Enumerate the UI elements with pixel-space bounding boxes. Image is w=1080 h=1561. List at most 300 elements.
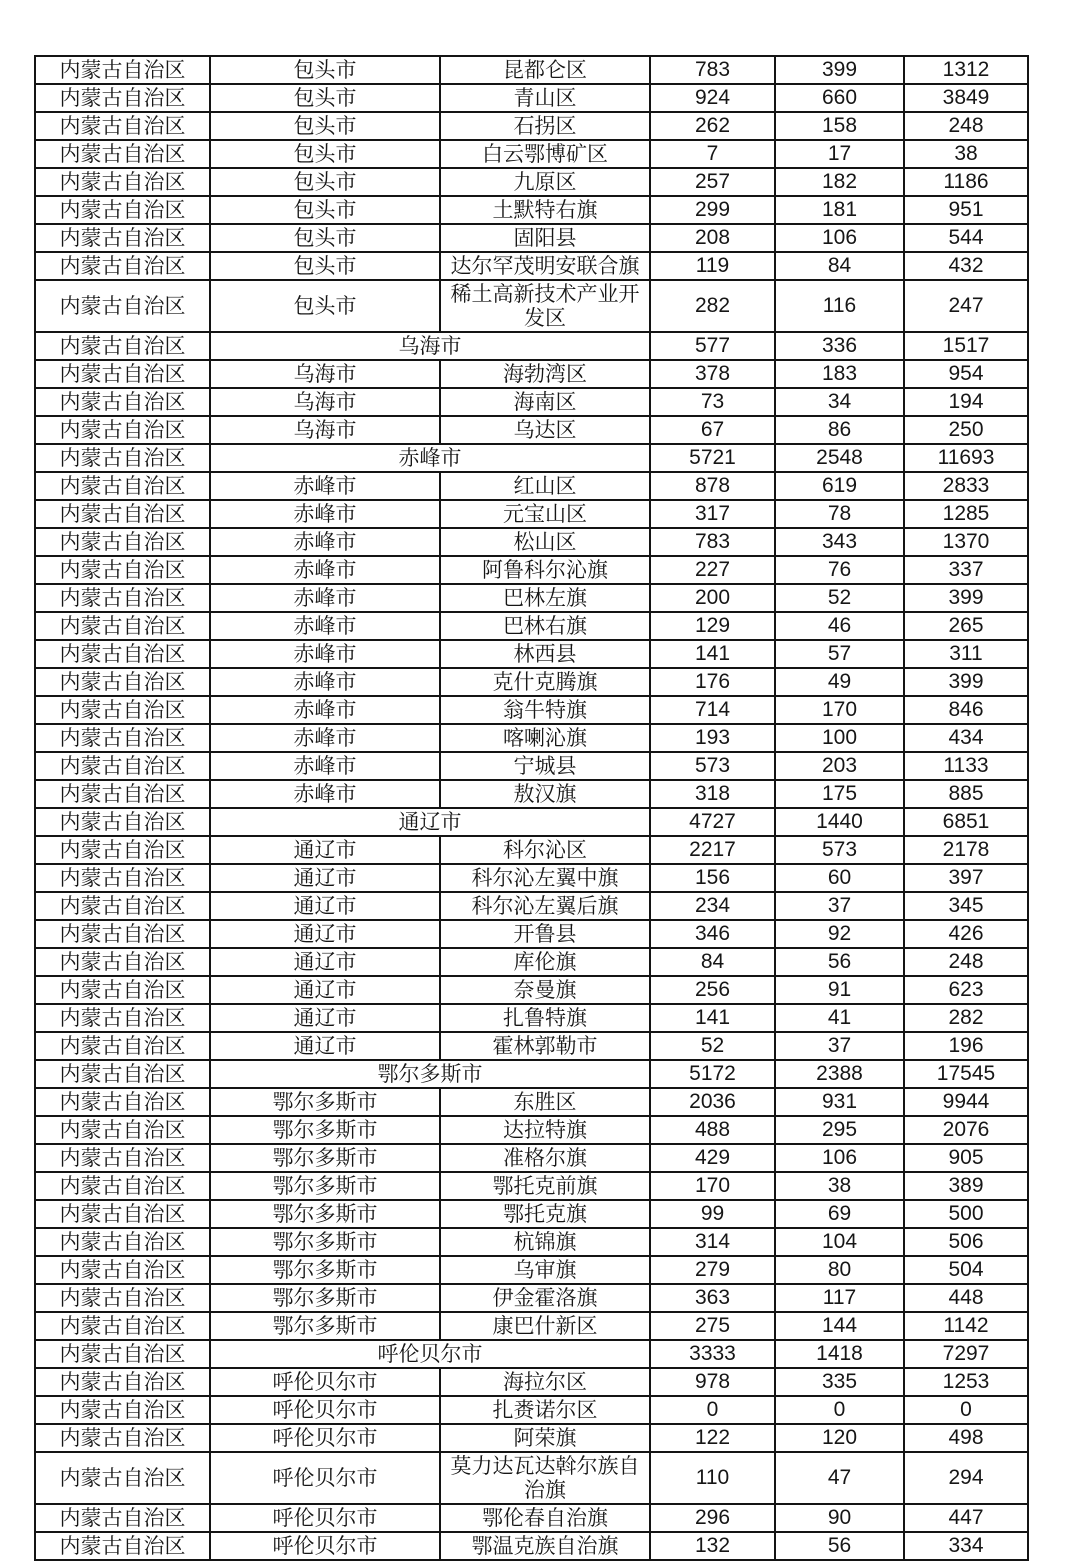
table-row [35, 976, 1028, 1004]
cell-city: 赤峰市 [210, 612, 440, 640]
cell-city: 鄂尔多斯市 [210, 1144, 440, 1172]
cell-value: 504 [904, 1256, 1028, 1284]
cell-value: 1440 [775, 808, 904, 836]
cell-value: 299 [650, 196, 775, 224]
cell-district: 奈曼旗 [440, 976, 650, 1004]
cell-value: 227 [650, 556, 775, 584]
table-row [35, 1532, 1028, 1560]
table-row [35, 416, 1028, 444]
cell-value: 378 [650, 360, 775, 388]
cell-value: 506 [904, 1228, 1028, 1256]
cell-value: 247 [904, 280, 1028, 332]
table-row [35, 112, 1028, 140]
cell-value: 397 [904, 864, 1028, 892]
cell-district: 青山区 [440, 84, 650, 112]
cell-district: 达拉特旗 [440, 1116, 650, 1144]
cell-city: 鄂尔多斯市 [210, 1172, 440, 1200]
cell-value: 1142 [904, 1312, 1028, 1340]
cell-district: 杭锦旗 [440, 1228, 650, 1256]
table-row [35, 612, 1028, 640]
table-row [35, 1200, 1028, 1228]
cell-value: 100 [775, 724, 904, 752]
cell-city: 鄂尔多斯市 [210, 1256, 440, 1284]
table-row [35, 280, 1028, 332]
table-row [35, 724, 1028, 752]
cell-city: 鄂尔多斯市 [210, 1228, 440, 1256]
cell-province: 内蒙古自治区 [35, 976, 210, 1004]
cell-district: 翁牛特旗 [440, 696, 650, 724]
cell-city: 通辽市 [210, 920, 440, 948]
cell-city: 呼伦贝尔市 [210, 1452, 440, 1504]
cell-province: 内蒙古自治区 [35, 1504, 210, 1532]
cell-city: 呼伦贝尔市 [210, 1368, 440, 1396]
cell-value: 279 [650, 1256, 775, 1284]
cell-value: 1370 [904, 528, 1028, 556]
cell-province: 内蒙古自治区 [35, 640, 210, 668]
cell-value: 399 [904, 584, 1028, 612]
cell-value: 265 [904, 612, 1028, 640]
cell-city: 包头市 [210, 280, 440, 332]
cell-city-summary: 鄂尔多斯市 [210, 1060, 650, 1088]
cell-city: 赤峰市 [210, 668, 440, 696]
cell-district: 东胜区 [440, 1088, 650, 1116]
cell-value: 389 [904, 1172, 1028, 1200]
table-row [35, 1172, 1028, 1200]
table-row [35, 920, 1028, 948]
cell-city: 通辽市 [210, 1004, 440, 1032]
table-row [35, 1060, 1028, 1088]
cell-value: 120 [775, 1424, 904, 1452]
cell-value: 106 [775, 224, 904, 252]
cell-value: 1517 [904, 332, 1028, 360]
table-row [35, 528, 1028, 556]
cell-city: 乌海市 [210, 416, 440, 444]
cell-value: 2833 [904, 472, 1028, 500]
cell-district: 科尔沁区 [440, 836, 650, 864]
table-row [35, 1396, 1028, 1424]
cell-province: 内蒙古自治区 [35, 556, 210, 584]
cell-district: 稀土高新技术产业开发区 [440, 280, 650, 332]
cell-value: 0 [904, 1396, 1028, 1424]
cell-district: 阿荣旗 [440, 1424, 650, 1452]
cell-province: 内蒙古自治区 [35, 864, 210, 892]
cell-value: 156 [650, 864, 775, 892]
cell-district: 土默特右旗 [440, 196, 650, 224]
cell-value: 78 [775, 500, 904, 528]
cell-value: 104 [775, 1228, 904, 1256]
cell-province: 内蒙古自治区 [35, 752, 210, 780]
cell-value: 262 [650, 112, 775, 140]
cell-value: 4727 [650, 808, 775, 836]
cell-value: 434 [904, 724, 1028, 752]
cell-value: 2076 [904, 1116, 1028, 1144]
cell-value: 49 [775, 668, 904, 696]
table-row [35, 168, 1028, 196]
cell-value: 9944 [904, 1088, 1028, 1116]
cell-value: 56 [775, 948, 904, 976]
cell-district: 伊金霍洛旗 [440, 1284, 650, 1312]
region-data-table [34, 55, 1029, 1561]
cell-value: 182 [775, 168, 904, 196]
cell-value: 99 [650, 1200, 775, 1228]
cell-city: 赤峰市 [210, 528, 440, 556]
cell-value: 544 [904, 224, 1028, 252]
cell-value: 924 [650, 84, 775, 112]
cell-city: 乌海市 [210, 388, 440, 416]
cell-value: 194 [904, 388, 1028, 416]
table-row [35, 1312, 1028, 1340]
cell-value: 573 [775, 836, 904, 864]
cell-value: 141 [650, 1004, 775, 1032]
cell-value: 234 [650, 892, 775, 920]
cell-district: 鄂温克族自治旗 [440, 1532, 650, 1560]
cell-city: 赤峰市 [210, 640, 440, 668]
cell-value: 132 [650, 1532, 775, 1560]
cell-value: 11693 [904, 444, 1028, 472]
cell-province: 内蒙古自治区 [35, 836, 210, 864]
cell-value: 52 [775, 584, 904, 612]
cell-district: 巴林左旗 [440, 584, 650, 612]
table-row [35, 224, 1028, 252]
cell-value: 158 [775, 112, 904, 140]
cell-province: 内蒙古自治区 [35, 612, 210, 640]
cell-province: 内蒙古自治区 [35, 1368, 210, 1396]
cell-value: 47 [775, 1452, 904, 1504]
cell-city: 呼伦贝尔市 [210, 1424, 440, 1452]
table-row [35, 56, 1028, 84]
cell-district: 红山区 [440, 472, 650, 500]
cell-value: 2036 [650, 1088, 775, 1116]
cell-province: 内蒙古自治区 [35, 112, 210, 140]
cell-province: 内蒙古自治区 [35, 416, 210, 444]
cell-value: 498 [904, 1424, 1028, 1452]
cell-value: 196 [904, 1032, 1028, 1060]
cell-value: 170 [775, 696, 904, 724]
cell-value: 175 [775, 780, 904, 808]
cell-city: 呼伦贝尔市 [210, 1532, 440, 1560]
cell-province: 内蒙古自治区 [35, 1032, 210, 1060]
cell-value: 116 [775, 280, 904, 332]
cell-district: 鄂伦春自治旗 [440, 1504, 650, 1532]
cell-district: 元宝山区 [440, 500, 650, 528]
table-row [35, 1116, 1028, 1144]
cell-value: 714 [650, 696, 775, 724]
cell-district: 海南区 [440, 388, 650, 416]
table-row [35, 1340, 1028, 1368]
table-row [35, 444, 1028, 472]
cell-value: 110 [650, 1452, 775, 1504]
cell-value: 92 [775, 920, 904, 948]
cell-province: 内蒙古自治区 [35, 1228, 210, 1256]
cell-city: 鄂尔多斯市 [210, 1284, 440, 1312]
cell-district: 克什克腾旗 [440, 668, 650, 696]
cell-value: 250 [904, 416, 1028, 444]
cell-value: 84 [775, 252, 904, 280]
region-table-body [35, 56, 1028, 1560]
table-row [35, 1144, 1028, 1172]
cell-province: 内蒙古自治区 [35, 1060, 210, 1088]
cell-province: 内蒙古自治区 [35, 696, 210, 724]
cell-city: 包头市 [210, 196, 440, 224]
cell-value: 208 [650, 224, 775, 252]
cell-city: 包头市 [210, 56, 440, 84]
cell-value: 2548 [775, 444, 904, 472]
cell-province: 内蒙古自治区 [35, 780, 210, 808]
cell-city: 赤峰市 [210, 472, 440, 500]
cell-province: 内蒙古自治区 [35, 668, 210, 696]
cell-province: 内蒙古自治区 [35, 1396, 210, 1424]
cell-city-summary: 通辽市 [210, 808, 650, 836]
cell-value: 129 [650, 612, 775, 640]
table-row [35, 1228, 1028, 1256]
cell-value: 248 [904, 112, 1028, 140]
table-row [35, 1256, 1028, 1284]
cell-value: 334 [904, 1532, 1028, 1560]
table-row [35, 752, 1028, 780]
cell-district: 昆都仑区 [440, 56, 650, 84]
table-row [35, 640, 1028, 668]
cell-province: 内蒙古自治区 [35, 1284, 210, 1312]
cell-value: 6851 [904, 808, 1028, 836]
cell-value: 295 [775, 1116, 904, 1144]
cell-province: 内蒙古自治区 [35, 1116, 210, 1144]
table-row [35, 808, 1028, 836]
table-row [35, 140, 1028, 168]
cell-city: 通辽市 [210, 836, 440, 864]
cell-province: 内蒙古自治区 [35, 1424, 210, 1452]
table-row [35, 836, 1028, 864]
cell-city: 包头市 [210, 84, 440, 112]
cell-value: 317 [650, 500, 775, 528]
table-row [35, 388, 1028, 416]
table-row [35, 892, 1028, 920]
cell-city: 包头市 [210, 224, 440, 252]
cell-value: 2178 [904, 836, 1028, 864]
cell-district: 巴林右旗 [440, 612, 650, 640]
cell-value: 343 [775, 528, 904, 556]
cell-value: 73 [650, 388, 775, 416]
cell-city: 鄂尔多斯市 [210, 1312, 440, 1340]
cell-province: 内蒙古自治区 [35, 388, 210, 416]
cell-value: 399 [904, 668, 1028, 696]
cell-value: 69 [775, 1200, 904, 1228]
cell-value: 3849 [904, 84, 1028, 112]
cell-city: 呼伦贝尔市 [210, 1396, 440, 1424]
cell-value: 1253 [904, 1368, 1028, 1396]
cell-province: 内蒙古自治区 [35, 920, 210, 948]
cell-value: 57 [775, 640, 904, 668]
cell-value: 346 [650, 920, 775, 948]
cell-district: 扎赉诺尔区 [440, 1396, 650, 1424]
cell-city: 包头市 [210, 140, 440, 168]
table-row [35, 84, 1028, 112]
cell-value: 37 [775, 1032, 904, 1060]
cell-value: 67 [650, 416, 775, 444]
cell-city: 呼伦贝尔市 [210, 1504, 440, 1532]
cell-value: 432 [904, 252, 1028, 280]
cell-value: 203 [775, 752, 904, 780]
cell-district: 达尔罕茂明安联合旗 [440, 252, 650, 280]
cell-city: 乌海市 [210, 360, 440, 388]
cell-district: 海勃湾区 [440, 360, 650, 388]
cell-province: 内蒙古自治区 [35, 1200, 210, 1228]
cell-value: 46 [775, 612, 904, 640]
cell-district: 海拉尔区 [440, 1368, 650, 1396]
cell-value: 56 [775, 1532, 904, 1560]
cell-value: 429 [650, 1144, 775, 1172]
table-row [35, 780, 1028, 808]
cell-value: 951 [904, 196, 1028, 224]
table-row [35, 1504, 1028, 1532]
cell-value: 91 [775, 976, 904, 1004]
cell-value: 337 [904, 556, 1028, 584]
table-row [35, 1004, 1028, 1032]
cell-value: 577 [650, 332, 775, 360]
cell-city: 赤峰市 [210, 584, 440, 612]
cell-value: 248 [904, 948, 1028, 976]
cell-province: 内蒙古自治区 [35, 1256, 210, 1284]
cell-district: 白云鄂博矿区 [440, 140, 650, 168]
cell-value: 84 [650, 948, 775, 976]
cell-district: 开鲁县 [440, 920, 650, 948]
cell-value: 17545 [904, 1060, 1028, 1088]
cell-value: 448 [904, 1284, 1028, 1312]
cell-value: 38 [775, 1172, 904, 1200]
cell-value: 76 [775, 556, 904, 584]
cell-province: 内蒙古自治区 [35, 168, 210, 196]
cell-value: 619 [775, 472, 904, 500]
cell-value: 447 [904, 1504, 1028, 1532]
cell-value: 200 [650, 584, 775, 612]
cell-value: 660 [775, 84, 904, 112]
cell-value: 296 [650, 1504, 775, 1532]
cell-province: 内蒙古自治区 [35, 280, 210, 332]
cell-value: 52 [650, 1032, 775, 1060]
cell-province: 内蒙古自治区 [35, 1172, 210, 1200]
cell-province: 内蒙古自治区 [35, 140, 210, 168]
table-row [35, 1088, 1028, 1116]
cell-value: 41 [775, 1004, 904, 1032]
cell-district: 莫力达瓦达斡尔族自治旗 [440, 1452, 650, 1504]
cell-province: 内蒙古自治区 [35, 1452, 210, 1504]
cell-district: 鄂托克旗 [440, 1200, 650, 1228]
cell-province: 内蒙古自治区 [35, 724, 210, 752]
cell-province: 内蒙古自治区 [35, 1312, 210, 1340]
cell-city: 鄂尔多斯市 [210, 1200, 440, 1228]
table-row [35, 948, 1028, 976]
cell-value: 170 [650, 1172, 775, 1200]
cell-city: 鄂尔多斯市 [210, 1088, 440, 1116]
cell-city: 通辽市 [210, 1032, 440, 1060]
cell-city: 包头市 [210, 168, 440, 196]
cell-value: 623 [904, 976, 1028, 1004]
cell-value: 0 [775, 1396, 904, 1424]
cell-city-summary: 呼伦贝尔市 [210, 1340, 650, 1368]
cell-province: 内蒙古自治区 [35, 1340, 210, 1368]
cell-province: 内蒙古自治区 [35, 808, 210, 836]
cell-province: 内蒙古自治区 [35, 252, 210, 280]
cell-value: 2388 [775, 1060, 904, 1088]
cell-value: 119 [650, 252, 775, 280]
cell-district: 科尔沁左翼中旗 [440, 864, 650, 892]
cell-value: 90 [775, 1504, 904, 1532]
table-row [35, 360, 1028, 388]
cell-district: 准格尔旗 [440, 1144, 650, 1172]
cell-city: 包头市 [210, 112, 440, 140]
table-row [35, 1368, 1028, 1396]
cell-province: 内蒙古自治区 [35, 224, 210, 252]
cell-district: 宁城县 [440, 752, 650, 780]
cell-district: 喀喇沁旗 [440, 724, 650, 752]
cell-value: 1418 [775, 1340, 904, 1368]
cell-province: 内蒙古自治区 [35, 332, 210, 360]
cell-district: 霍林郭勒市 [440, 1032, 650, 1060]
cell-value: 193 [650, 724, 775, 752]
cell-city: 赤峰市 [210, 724, 440, 752]
cell-value: 0 [650, 1396, 775, 1424]
cell-value: 3333 [650, 1340, 775, 1368]
cell-province: 内蒙古自治区 [35, 1144, 210, 1172]
cell-value: 37 [775, 892, 904, 920]
cell-province: 内蒙古自治区 [35, 444, 210, 472]
cell-value: 294 [904, 1452, 1028, 1504]
cell-province: 内蒙古自治区 [35, 472, 210, 500]
cell-province: 内蒙古自治区 [35, 360, 210, 388]
cell-district: 松山区 [440, 528, 650, 556]
cell-district: 乌达区 [440, 416, 650, 444]
cell-value: 257 [650, 168, 775, 196]
cell-value: 931 [775, 1088, 904, 1116]
cell-city: 赤峰市 [210, 780, 440, 808]
cell-province: 内蒙古自治区 [35, 1004, 210, 1032]
cell-value: 17 [775, 140, 904, 168]
cell-city-summary: 赤峰市 [210, 444, 650, 472]
cell-city: 鄂尔多斯市 [210, 1116, 440, 1144]
cell-value: 336 [775, 332, 904, 360]
table-row [35, 1452, 1028, 1504]
cell-district: 阿鲁科尔沁旗 [440, 556, 650, 584]
cell-value: 954 [904, 360, 1028, 388]
cell-value: 500 [904, 1200, 1028, 1228]
cell-value: 1133 [904, 752, 1028, 780]
cell-city: 通辽市 [210, 976, 440, 1004]
cell-value: 335 [775, 1368, 904, 1396]
table-row [35, 696, 1028, 724]
cell-district: 林西县 [440, 640, 650, 668]
cell-value: 783 [650, 528, 775, 556]
cell-city: 通辽市 [210, 892, 440, 920]
cell-province: 内蒙古自治区 [35, 196, 210, 224]
cell-province: 内蒙古自治区 [35, 528, 210, 556]
cell-value: 86 [775, 416, 904, 444]
cell-value: 1312 [904, 56, 1028, 84]
table-row [35, 500, 1028, 528]
cell-value: 7 [650, 140, 775, 168]
cell-value: 345 [904, 892, 1028, 920]
cell-value: 282 [904, 1004, 1028, 1032]
cell-value: 314 [650, 1228, 775, 1256]
cell-value: 885 [904, 780, 1028, 808]
table-row [35, 584, 1028, 612]
cell-district: 科尔沁左翼后旗 [440, 892, 650, 920]
cell-city: 包头市 [210, 252, 440, 280]
cell-value: 282 [650, 280, 775, 332]
cell-value: 256 [650, 976, 775, 1004]
cell-value: 181 [775, 196, 904, 224]
cell-city: 通辽市 [210, 948, 440, 976]
cell-value: 5172 [650, 1060, 775, 1088]
cell-province: 内蒙古自治区 [35, 1532, 210, 1560]
